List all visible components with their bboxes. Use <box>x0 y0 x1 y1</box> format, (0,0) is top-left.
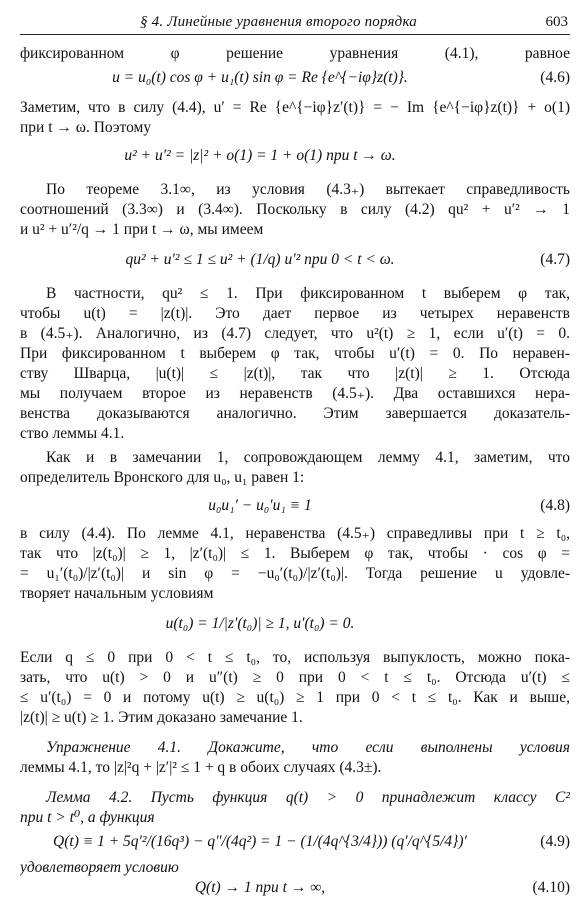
lemma-line: удовлетворяет условию <box>20 859 179 876</box>
text-line: зать, что u(t) > 0 и u″(t) ≥ 0 при 0 < t ≤ t₀. Отсюда u′(t) ≤ <box>20 669 570 686</box>
text-line: |z(t)| ≥ u(t) ≥ 1. Этим доказано замечание 1. <box>20 709 303 726</box>
text-line: при t → ω. Поэтому <box>20 119 152 136</box>
text-line: фиксированном φ решение уравнения (4.1), равное <box>20 45 570 62</box>
text-line: определитель Вронского для u₀, u₁ равен 1: <box>20 469 305 486</box>
equation-number: (4.6) <box>540 69 570 86</box>
equation-4-8 <box>20 494 570 518</box>
formula: Q(t) ≡ 1 + 5q′²/(16q³) − q″/(4q²) = 1 − (1/(4q^{3/4})) (q′/q^{5/4})′ <box>53 833 467 850</box>
formula: u² + u′² = |z|² + o(1) = 1 + o(1) при t → ω. <box>124 147 396 164</box>
formula: u = u₀(t) cos φ + u₁(t) sin φ = Re {e^{−iφ}z(t)}. <box>112 69 408 86</box>
lemma-line: при t > t⁰, а функция <box>20 809 155 826</box>
equation-number: (4.10) <box>532 879 570 896</box>
text-line: в (4.5₊). Аналогично, из (4.7) следует, что u²(t) ≥ 1, если u′(t) = 0. <box>20 325 570 342</box>
formula: u(t₀) = 1/|z′(t₀)| ≥ 1, u′(t₀) = 0. <box>165 615 355 632</box>
header-title: § 4. Линейные уравнения второго порядка <box>140 14 418 30</box>
formula: Q(t) → 1 при t → ∞, <box>194 879 326 896</box>
equation-number: (4.8) <box>540 497 570 514</box>
equation-unnumbered <box>20 144 570 168</box>
text-line: и u² + u′²/q → 1 при t → ω, мы имеем <box>20 221 264 238</box>
exercise-line: Упражнение 4.1. Докажите, что если выполнены условия <box>46 739 570 756</box>
text-line: = u₁′(t₀)/|z′(t₀)| и sin φ = −u₀′(t₀)/|z′(t₀)|. Тогда решение u удовле- <box>20 565 570 582</box>
equation-unnumbered <box>20 612 570 636</box>
equation-4-10 <box>20 876 570 900</box>
text-line: Как и в замечании 1, сопровождающем лемму 4.1, заметим, что <box>46 449 570 466</box>
text-line: Заметим, что в силу (4.4), u′ = Re {e^{−iφ}z′(t)} = − Im {e^{−iφ}z(t)} + o(1) <box>20 99 570 116</box>
text-line: леммы 4.1, то |z|²q + |z′|² ≤ 1 + q в обоих случаях (4.3±). <box>20 759 382 776</box>
equation-4-9 <box>20 830 570 854</box>
text-line: в силу (4.4). По лемме 4.1, неравенства (4.5₊) справедливы при t ≥ t₀, <box>20 525 570 542</box>
formula: qu² + u′² ≤ 1 ≤ u² + (1/q) u′² при 0 < t < ω. <box>125 251 395 268</box>
lemma-line: Лемма 4.2. Пусть функция q(t) > 0 принадлежит классу C² <box>46 789 570 806</box>
text-line: чтобы u(t) = |z(t)|. Это дает первое из четырех неравенств <box>20 305 570 322</box>
text-line: мы получаем второе из неравенств (4.5₊). Два оставшихся нера- <box>20 385 570 402</box>
text-line: так что |z(t₀)| ≥ 1, |z′(t₀)| ≤ 1. Выберем φ так, чтобы · cos φ = <box>20 545 570 562</box>
equation-4-7 <box>20 248 570 272</box>
text-line: творяет начальным условиям <box>20 585 214 602</box>
equation-number: (4.7) <box>540 251 570 268</box>
formula: u₀u₁′ − u₀′u₁ ≡ 1 <box>208 497 312 514</box>
page-number: 603 <box>545 14 568 30</box>
text-line: В частности, qu² ≤ 1. При фиксированном t выберем φ так, <box>46 285 570 302</box>
equation-number: (4.9) <box>540 833 570 850</box>
text-line: При фиксированном t выберем φ так, чтобы u′(t) = 0. По неравен- <box>20 345 570 362</box>
text-line: соотношений (3.3∞) и (3.4∞). Поскольку в силу (4.2) qu² + u′² → 1 <box>20 201 570 218</box>
text-line: ство леммы 4.1. <box>20 425 125 442</box>
text-line: ству Шварца, |u(t)| ≤ |z(t)|, так что |z(t)| ≥ 1. Отсюда <box>20 365 570 382</box>
text-line: венства доказываются аналогично. Этим завершается доказатель- <box>20 405 570 422</box>
text-line: По теореме 3.1∞, из условия (4.3₊) вытекает справедливость <box>46 181 570 198</box>
text-line: ≤ u′(t₀) = 0 и потому u(t) ≥ u(t₀) ≥ 1 при 0 < t ≤ t₀. Как и выше, <box>20 689 570 706</box>
running-header <box>20 12 570 35</box>
text-line: Если q ≤ 0 при 0 < t ≤ t₀, то, используя выпуклость, можно пока- <box>20 649 570 666</box>
equation-4-6 <box>20 66 570 90</box>
